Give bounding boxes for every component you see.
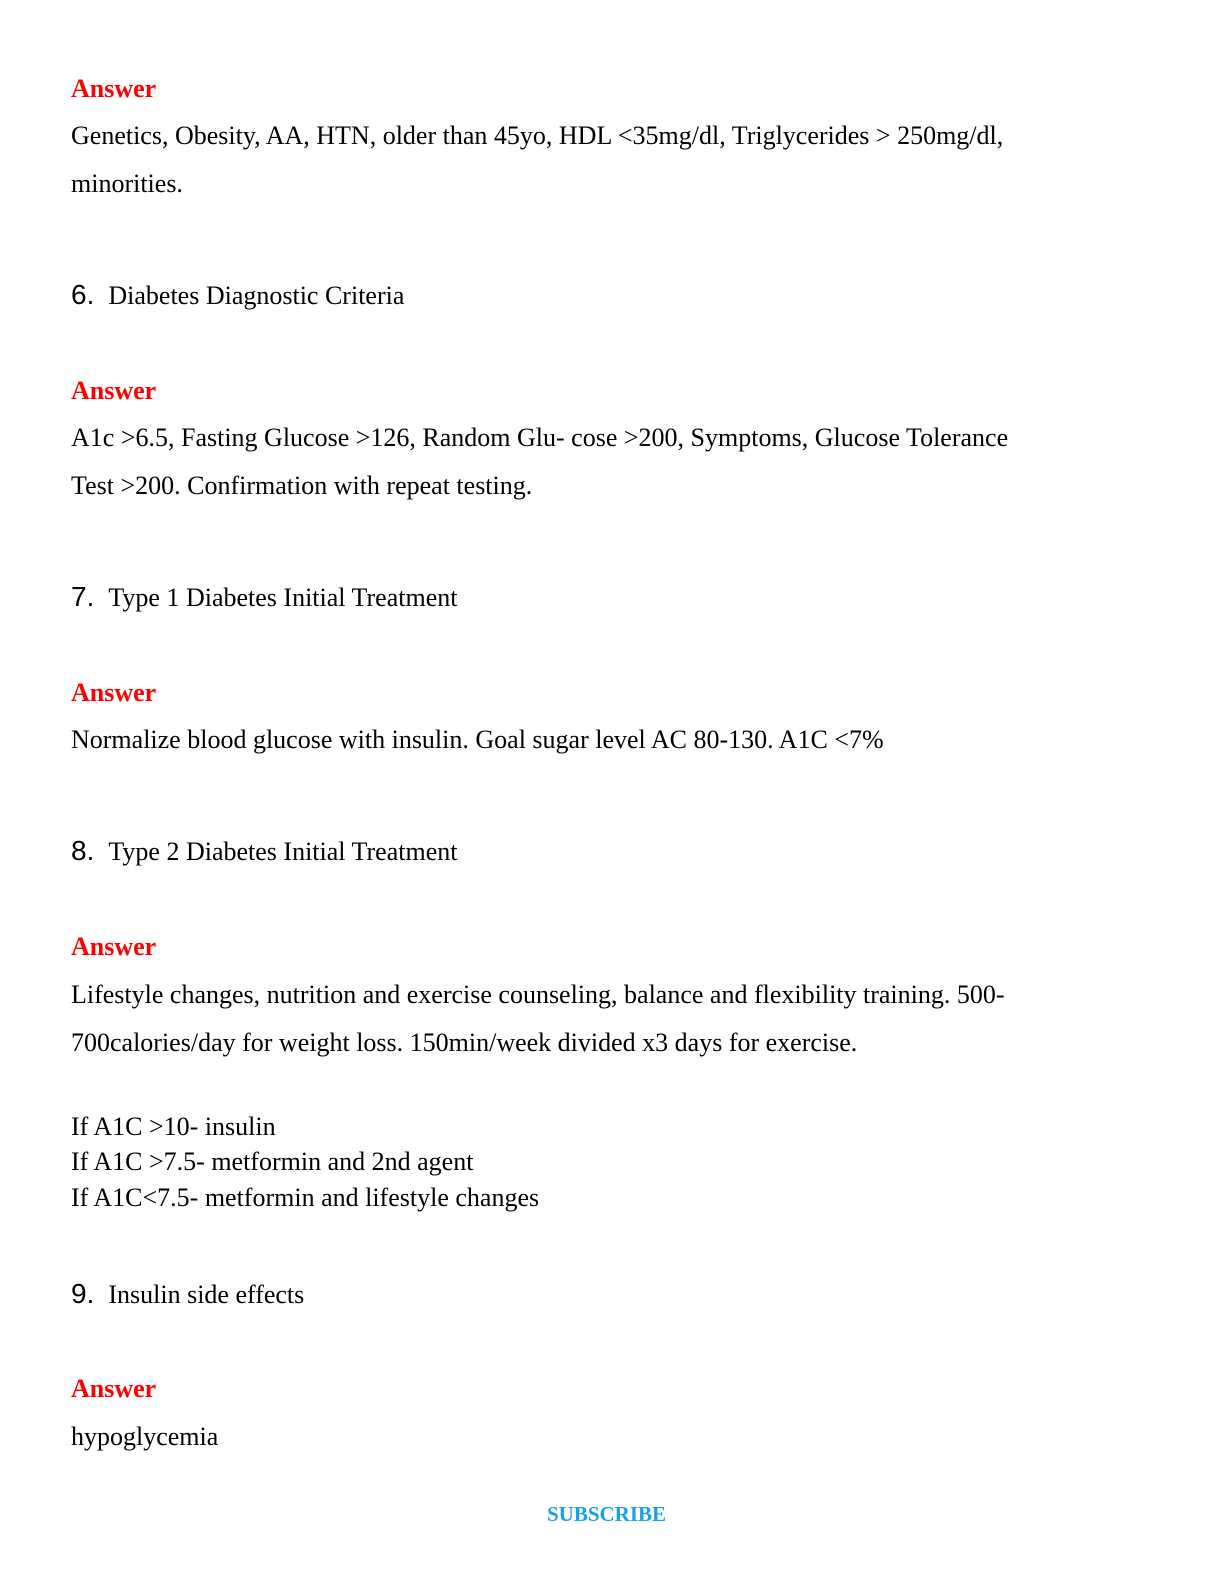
question-title: Type 1 Diabetes Initial Treatment <box>108 583 458 612</box>
question-heading <box>71 582 457 613</box>
answer-text-line: Normalize blood glucose with insulin. Goal sugar level AC 80-130. A1C <7% <box>71 725 884 754</box>
answer-text-line: hypoglycemia <box>71 1422 219 1451</box>
treatment-rule-line: If A1C<7.5- metformin and lifestyle changes <box>71 1183 540 1212</box>
answer-text-line: 700calories/day for weight loss. 150min/week divided x3 days for exercise. <box>71 1028 858 1057</box>
answer-text-line: Lifestyle changes, nutrition and exercise counseling, balance and flexibility training. 500- <box>71 980 1005 1009</box>
answer-text-line: Genetics, Obesity, AA, HTN, older than 45yo, HDL <35mg/dl, Triglycerides > 250mg/dl, <box>71 121 1004 150</box>
question-title: Diabetes Diagnostic Criteria <box>108 281 405 310</box>
question-title: Insulin side effects <box>108 1280 305 1309</box>
answer-text-line: A1c >6.5, Fasting Glucose >126, Random Glu- cose >200, Symptoms, Glucose Tolerance <box>71 423 1009 452</box>
answer-label: Answer <box>71 74 157 103</box>
question-heading <box>71 1279 304 1310</box>
question-number: 6. <box>71 279 95 310</box>
question-heading <box>71 280 404 311</box>
subscribe-link[interactable]: SUBSCRIBE <box>546 1502 667 1526</box>
answer-text-line: Test >200. Confirmation with repeat testing. <box>71 471 533 500</box>
question-number: 7. <box>71 581 95 612</box>
question-number: 8. <box>71 835 95 866</box>
treatment-rule-line: If A1C >7.5- metformin and 2nd agent <box>71 1147 474 1176</box>
answer-label: Answer <box>71 376 157 405</box>
question-heading <box>71 836 457 867</box>
treatment-rule-line: If A1C >10- insulin <box>71 1112 276 1141</box>
question-number: 9. <box>71 1278 95 1309</box>
question-title: Type 2 Diabetes Initial Treatment <box>108 837 458 866</box>
answer-label: Answer <box>71 1374 157 1403</box>
answer-text-line: minorities. <box>71 169 183 198</box>
answer-label: Answer <box>71 678 157 707</box>
answer-label: Answer <box>71 932 157 961</box>
